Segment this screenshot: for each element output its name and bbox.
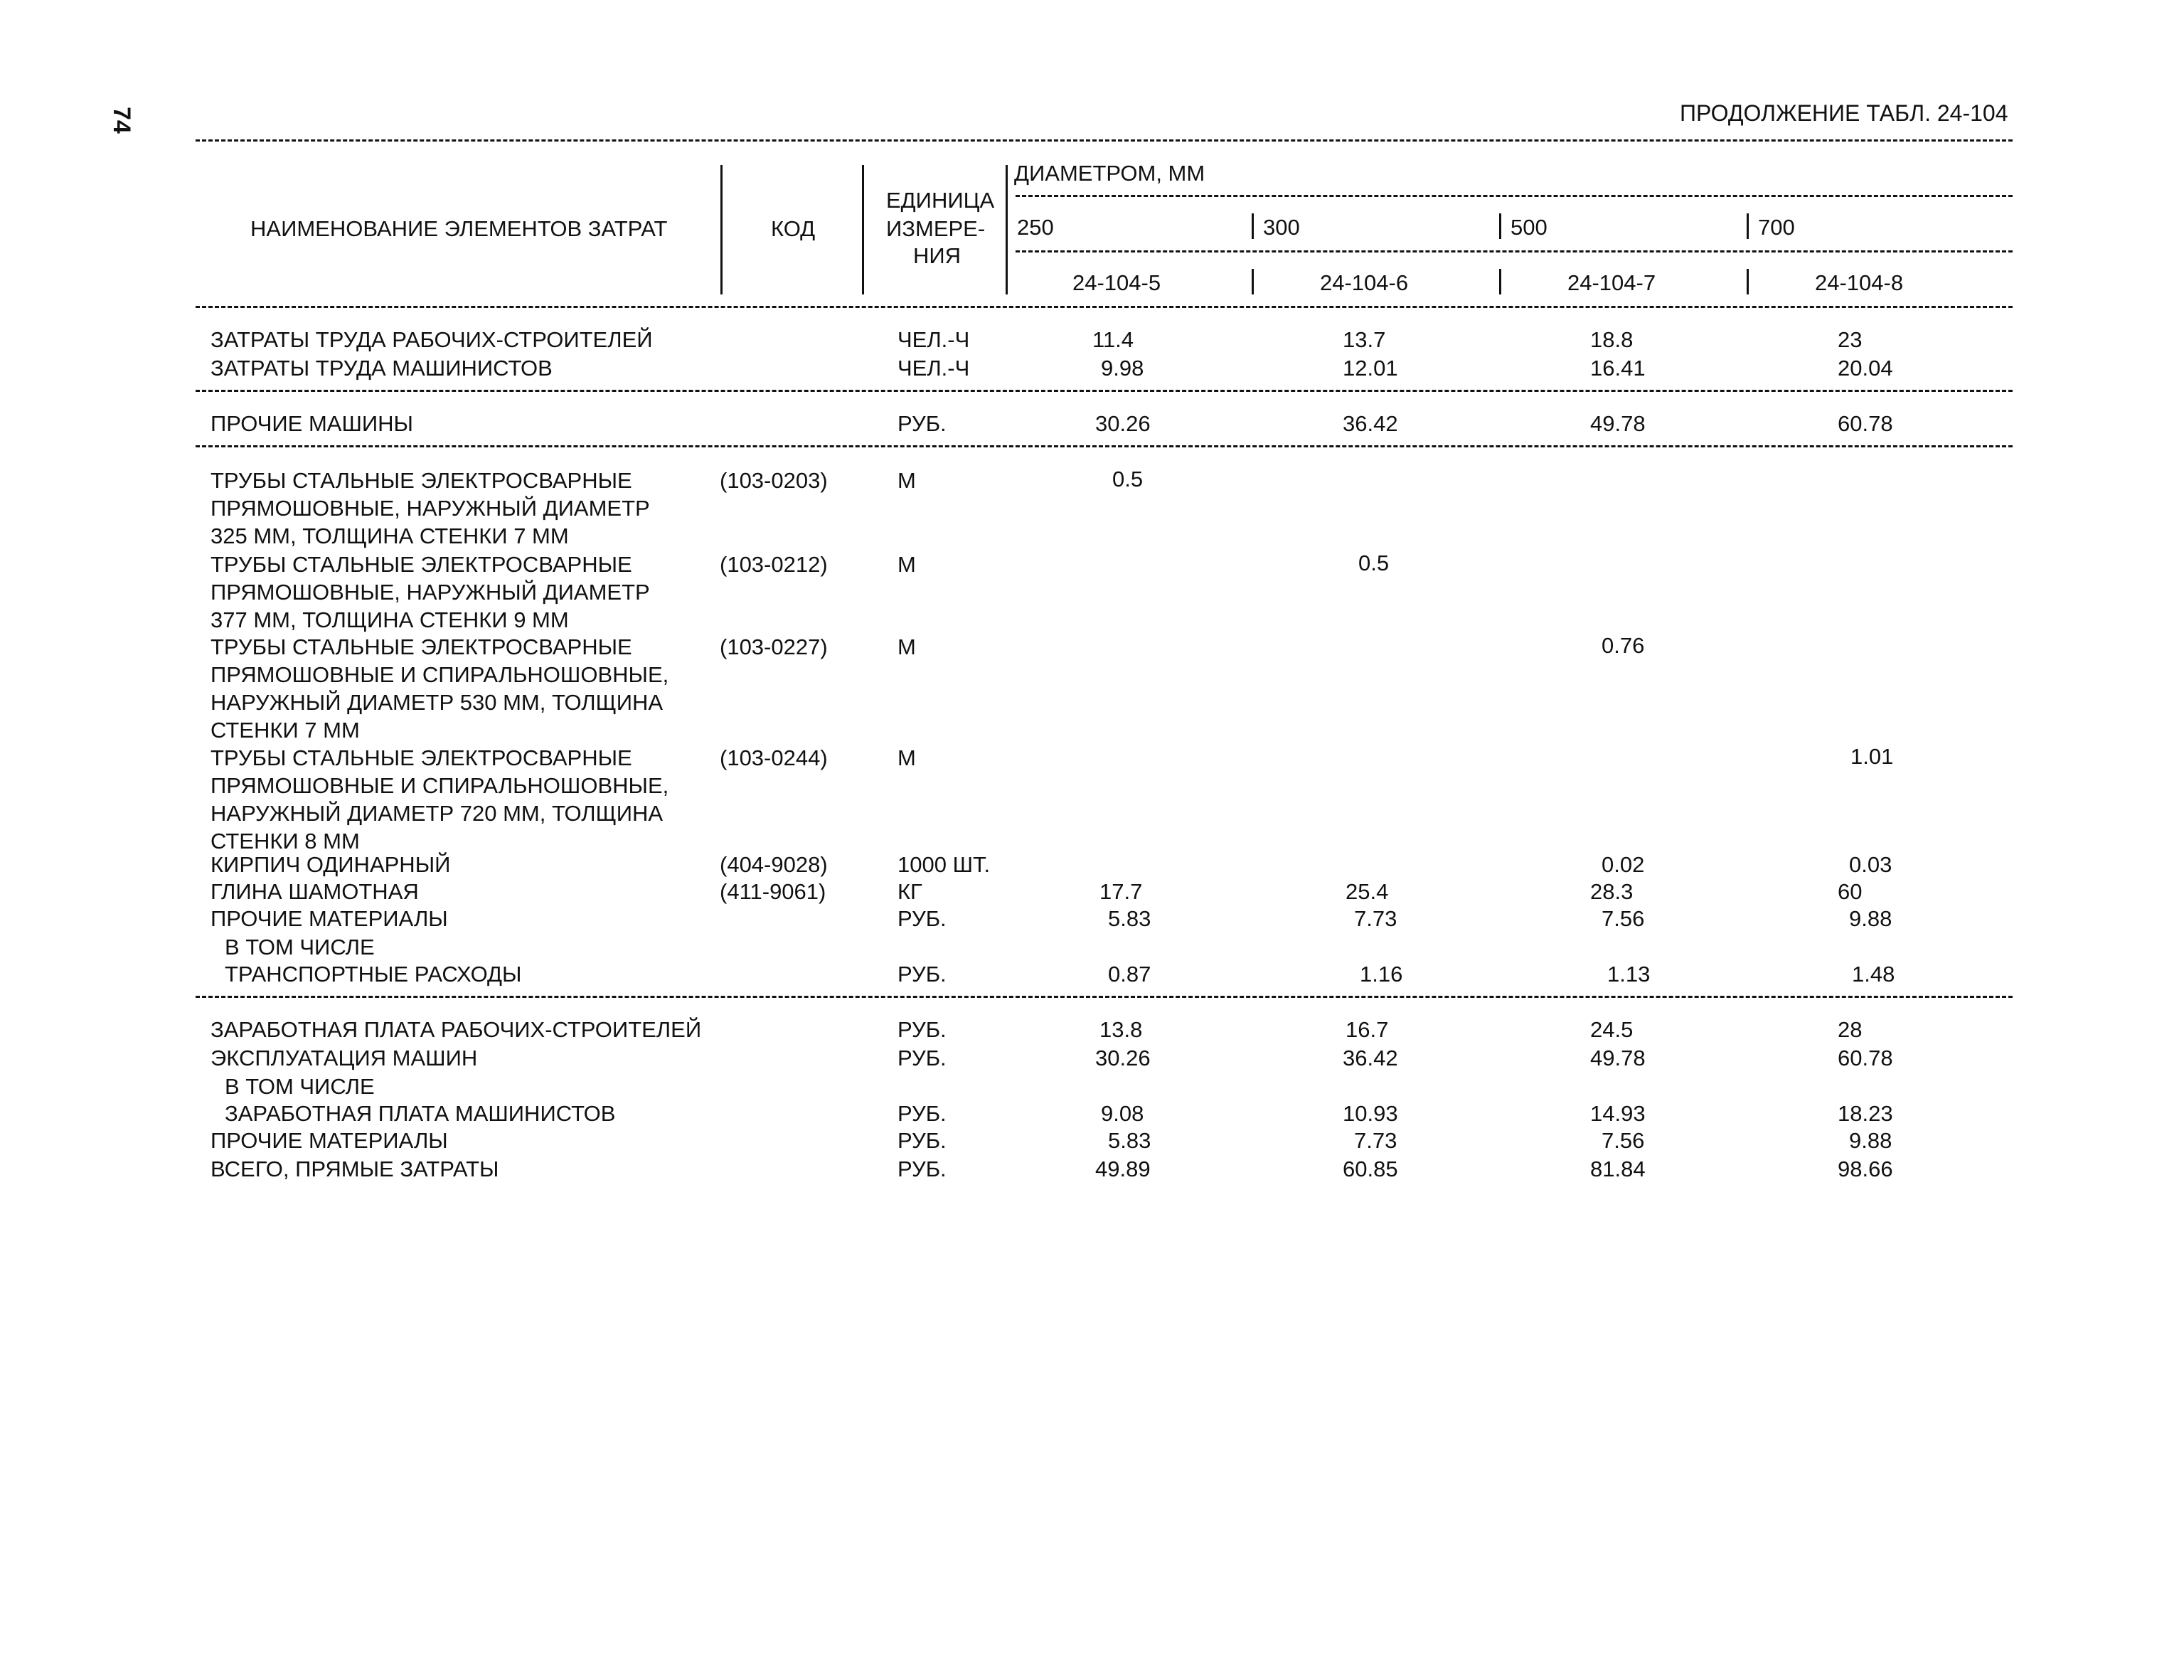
value-d250: 0.87 xyxy=(1108,962,1151,987)
value-d500: 7.56 xyxy=(1602,906,1645,931)
row-name: ЗАРАБОТНАЯ ПЛАТА МАШИНИСТОВ xyxy=(225,1101,616,1126)
value-d700: 9.88 xyxy=(1849,1128,1892,1153)
value-d250: 9.08 xyxy=(1101,1101,1144,1126)
header-sep-code6 xyxy=(1252,269,1254,294)
value-d700: 20.04 xyxy=(1838,356,1893,381)
pipe-unit: М xyxy=(897,468,916,493)
value-d250: 30.26 xyxy=(1095,411,1151,436)
row-name: ЭКСПЛУАТАЦИЯ МАШИН xyxy=(211,1046,478,1070)
value-d500: 1.13 xyxy=(1607,962,1651,987)
row-name: ПРОЧИЕ МАШИНЫ xyxy=(211,411,413,436)
value-d700: 98.66 xyxy=(1838,1157,1893,1181)
value-d250: 0.5 xyxy=(1112,467,1144,491)
header-sep-unit xyxy=(1006,165,1008,294)
section-rule xyxy=(196,390,2013,392)
row-unit: 1000 ШТ. xyxy=(897,852,991,877)
header-group-label: ДИАМЕТРОМ, ММ xyxy=(1014,161,1205,186)
row-unit: РУБ. xyxy=(897,906,947,931)
row-name: ЗАТРАТЫ ТРУДА МАШИНИСТОВ xyxy=(211,356,553,381)
value-d300: 16.7 xyxy=(1346,1017,1389,1042)
pipe-unit: М xyxy=(897,745,916,770)
section-rule xyxy=(196,996,2013,998)
row-name: ВСЕГО, ПРЯМЫЕ ЗАТРАТЫ xyxy=(211,1157,499,1181)
value-d500: 49.78 xyxy=(1590,1046,1646,1070)
row-name: ЗАТРАТЫ ТРУДА РАБОЧИХ-СТРОИТЕЛЕЙ xyxy=(211,327,653,352)
value-d700: 60.78 xyxy=(1838,411,1893,436)
row-unit: ЧЕЛ.-Ч xyxy=(897,327,970,352)
table-row xyxy=(0,960,2184,988)
value-d500: 81.84 xyxy=(1590,1157,1646,1181)
table-row xyxy=(0,1155,2184,1183)
row-unit: РУБ. xyxy=(897,1157,947,1181)
value-d700: 60.78 xyxy=(1838,1046,1893,1070)
value-d700: 18.23 xyxy=(1838,1101,1893,1126)
value-d300: 0.5 xyxy=(1358,551,1390,575)
page-number: 74 xyxy=(108,107,135,134)
header-code-column: КОД xyxy=(771,216,816,241)
value-d500: 0.02 xyxy=(1602,852,1645,877)
value-d700: 9.88 xyxy=(1849,906,1892,931)
value-d500: 7.56 xyxy=(1602,1128,1645,1153)
table-row xyxy=(0,905,2184,932)
header-diameter-250: 250 xyxy=(1017,215,1054,240)
value-d250: 30.26 xyxy=(1095,1046,1151,1070)
row-name: ГЛИНА ШАМОТНАЯ xyxy=(211,879,419,904)
value-d250: 11.4 xyxy=(1092,327,1134,352)
header-diameter-rule xyxy=(1016,250,2013,252)
value-d500: 14.93 xyxy=(1590,1101,1646,1126)
value-d250: 17.7 xyxy=(1099,879,1143,904)
header-sep-code8 xyxy=(1747,269,1749,294)
value-d300: 10.93 xyxy=(1343,1101,1398,1126)
pipe-name-line: ПРЯМОШОВНЫЕ И СПИРАЛЬНОШОВНЫЕ, xyxy=(211,773,669,798)
value-d500: 28.3 xyxy=(1590,879,1634,904)
pipe-name-line: ТРУБЫ СТАЛЬНЫЕ ЭЛЕКТРОСВАРНЫЕ xyxy=(211,552,632,577)
value-d250: 13.8 xyxy=(1099,1017,1143,1042)
row-unit: РУБ. xyxy=(897,1046,947,1070)
header-unit-line3: НИЯ xyxy=(913,243,962,268)
pipe-code: (103-0203) xyxy=(720,468,828,493)
row-unit: РУБ. xyxy=(897,962,947,987)
pipe-code: (103-0212) xyxy=(720,552,828,577)
pipe-unit: М xyxy=(897,634,916,659)
header-unit-line1: ЕДИНИЦА xyxy=(886,188,995,213)
pipe-name-line: ПРЯМОШОВНЫЕ, НАРУЖНЫЙ ДИАМЕТР xyxy=(211,496,650,521)
value-d500: 18.8 xyxy=(1590,327,1634,352)
value-d300: 36.42 xyxy=(1343,1046,1398,1070)
pipe-name-line: ТРУБЫ СТАЛЬНЫЕ ЭЛЕКТРОСВАРНЫЕ xyxy=(211,468,632,493)
row-name: ПРОЧИЕ МАТЕРИАЛЫ xyxy=(211,1128,448,1153)
value-d700: 23 xyxy=(1838,327,1863,352)
including-label: В ТОМ ЧИСЛЕ xyxy=(225,935,375,959)
value-d250: 9.98 xyxy=(1101,356,1144,381)
value-d700: 1.01 xyxy=(1850,744,1894,769)
row-unit: РУБ. xyxy=(897,1101,947,1126)
pipe-name-line: НАРУЖНЫЙ ДИАМЕТР 530 ММ, ТОЛЩИНА xyxy=(211,690,664,715)
table-row xyxy=(0,851,2184,878)
table-row xyxy=(0,1100,2184,1127)
value-d300: 25.4 xyxy=(1346,879,1389,904)
pipe-name-line: 377 ММ, ТОЛЩИНА СТЕНКИ 9 ММ xyxy=(211,607,569,632)
pipe-name-line: ТРУБЫ СТАЛЬНЫЕ ЭЛЕКТРОСВАРНЫЕ xyxy=(211,634,632,659)
pipe-name-line: ТРУБЫ СТАЛЬНЫЕ ЭЛЕКТРОСВАРНЫЕ xyxy=(211,745,632,770)
table-row xyxy=(0,410,2184,437)
value-d300: 7.73 xyxy=(1354,1128,1397,1153)
header-code-24-104-7: 24-104-7 xyxy=(1567,270,1656,295)
value-d300: 1.16 xyxy=(1360,962,1403,987)
header-sep-d300 xyxy=(1252,213,1254,239)
value-d500: 0.76 xyxy=(1602,633,1645,658)
header-bottom-rule xyxy=(196,306,2013,308)
header-sep-d500 xyxy=(1499,213,1501,239)
row-unit: РУБ. xyxy=(897,1128,947,1153)
header-group-rule xyxy=(1016,195,2013,197)
value-d250: 5.83 xyxy=(1108,1128,1151,1153)
value-d500: 24.5 xyxy=(1590,1017,1634,1042)
header-sep-name xyxy=(720,165,723,294)
value-d500: 49.78 xyxy=(1590,411,1646,436)
header-name-column: НАИМЕНОВАНИЕ ЭЛЕМЕНТОВ ЗАТРАТ xyxy=(250,216,668,241)
row-name: ПРОЧИЕ МАТЕРИАЛЫ xyxy=(211,906,448,931)
row-unit: КГ xyxy=(897,879,922,904)
header-diameter-500: 500 xyxy=(1511,215,1548,240)
value-d250: 49.89 xyxy=(1095,1157,1151,1181)
row-unit: РУБ. xyxy=(897,411,947,436)
value-d300: 36.42 xyxy=(1343,411,1398,436)
header-diameter-300: 300 xyxy=(1263,215,1300,240)
value-d300: 60.85 xyxy=(1343,1157,1398,1181)
header-sep-code xyxy=(862,165,864,294)
pipe-name-line: ПРЯМОШОВНЫЕ, НАРУЖНЫЙ ДИАМЕТР xyxy=(211,580,650,605)
header-sep-d700 xyxy=(1747,213,1749,239)
pipe-name-line: СТЕНКИ 8 ММ xyxy=(211,829,360,854)
row-code: (411-9061) xyxy=(720,879,826,904)
including-label: В ТОМ ЧИСЛЕ xyxy=(225,1074,375,1099)
pipe-name-line: СТЕНКИ 7 ММ xyxy=(211,718,360,743)
pipe-unit: М xyxy=(897,552,916,577)
row-code: (404-9028) xyxy=(720,852,828,877)
table-row xyxy=(0,1016,2184,1043)
value-d700: 28 xyxy=(1838,1017,1863,1042)
value-d700: 0.03 xyxy=(1849,852,1892,877)
value-d250: 5.83 xyxy=(1108,906,1151,931)
pipe-code: (103-0244) xyxy=(720,745,828,770)
header-code-24-104-8: 24-104-8 xyxy=(1815,270,1904,295)
value-d300: 7.73 xyxy=(1354,906,1397,931)
row-name: ТРАНСПОРТНЫЕ РАСХОДЫ xyxy=(225,962,522,987)
table-row xyxy=(0,354,2184,382)
header-diameter-700: 700 xyxy=(1758,215,1795,240)
pipe-name-line: 325 ММ, ТОЛЩИНА СТЕНКИ 7 ММ xyxy=(211,523,569,548)
header-unit-line2: ИЗМЕРЕ- xyxy=(886,216,986,241)
row-unit: ЧЕЛ.-Ч xyxy=(897,356,970,381)
table-row xyxy=(0,1044,2184,1072)
pipe-name-line: НАРУЖНЫЙ ДИАМЕТР 720 ММ, ТОЛЩИНА xyxy=(211,801,664,826)
pipe-name-line: ПРЯМОШОВНЫЕ И СПИРАЛЬНОШОВНЫЕ, xyxy=(211,662,669,687)
section-rule xyxy=(196,445,2013,447)
value-d300: 13.7 xyxy=(1343,327,1386,352)
value-d500: 16.41 xyxy=(1590,356,1646,381)
table-row xyxy=(0,878,2184,905)
value-d700: 60 xyxy=(1838,879,1863,904)
header-code-24-104-6: 24-104-6 xyxy=(1320,270,1409,295)
value-d700: 1.48 xyxy=(1852,962,1895,987)
row-name: КИРПИЧ ОДИНАРНЫЙ xyxy=(211,852,451,877)
value-d300: 12.01 xyxy=(1343,356,1398,381)
row-name: ЗАРАБОТНАЯ ПЛАТА РАБОЧИХ-СТРОИТЕЛЕЙ xyxy=(211,1017,702,1042)
header-top-rule xyxy=(196,139,2013,142)
row-unit: РУБ. xyxy=(897,1017,947,1042)
table-row xyxy=(0,326,2184,353)
header-code-24-104-5: 24-104-5 xyxy=(1072,270,1161,295)
continuation-title: ПРОДОЛЖЕНИЕ ТАБЛ. 24-104 xyxy=(1680,100,2008,126)
header-sep-code7 xyxy=(1499,269,1501,294)
table-row xyxy=(0,1127,2184,1154)
pipe-code: (103-0227) xyxy=(720,634,828,659)
